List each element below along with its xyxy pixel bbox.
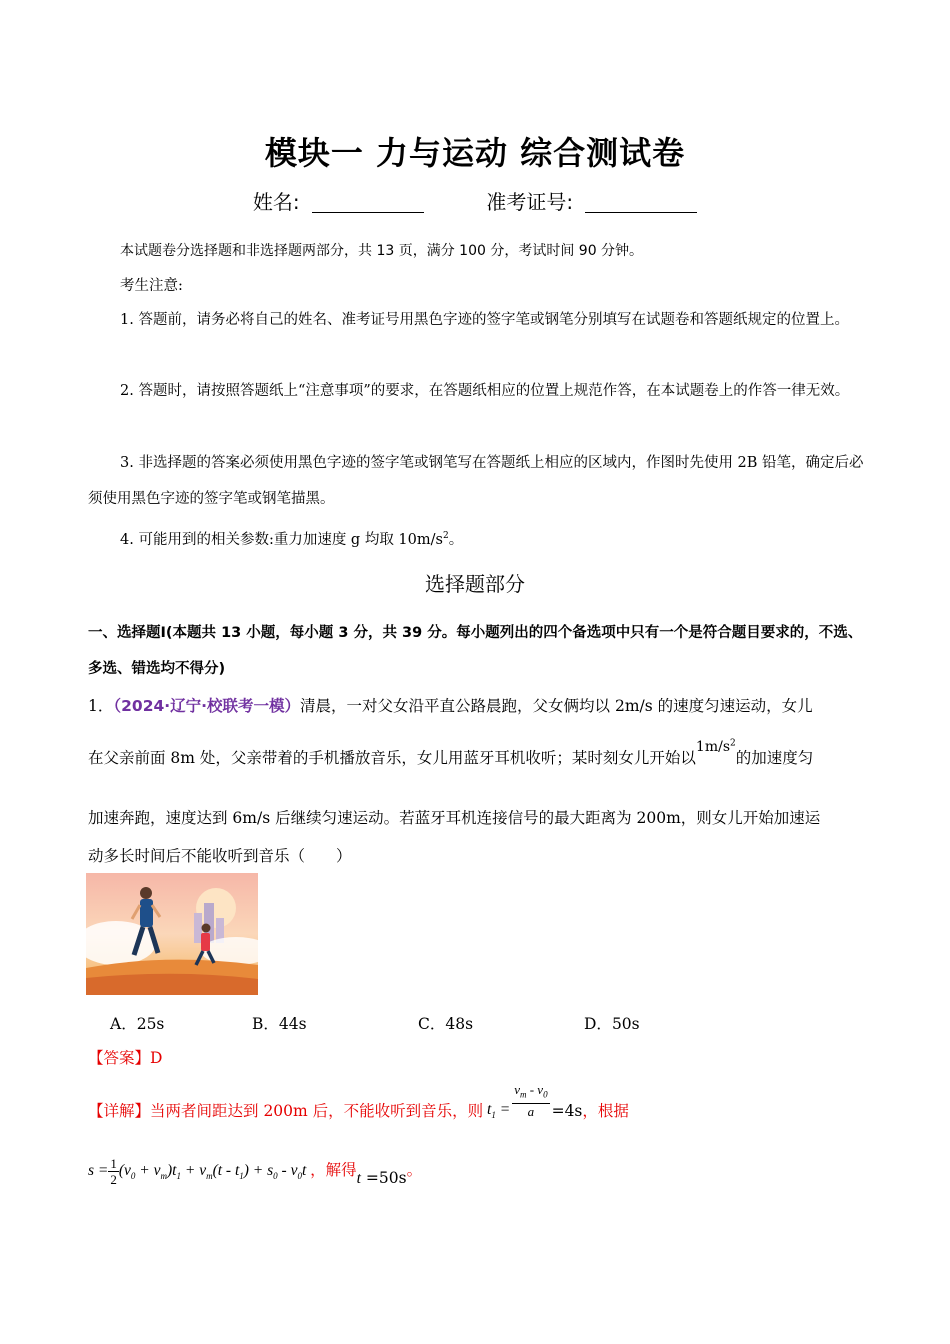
answer-line: 【答案】D: [88, 1049, 163, 1067]
question-line-2: 在父亲前面 8m 处，父亲带着的手机播放音乐，女儿用蓝牙耳机收听；某时刻女儿开始以$1m/s^2$的加速度匀: [88, 738, 814, 767]
id-blank[interactable]: [585, 192, 697, 213]
option-b[interactable]: B．44s: [252, 1015, 307, 1033]
notice-item-3: 3. 非选择题的答案必须使用黑色字迹的签字笔或钢笔写在答题纸上相应的区域内，作图时先使用 2B 铅笔，确定后必须使用黑色字迹的签字笔或钢笔描黑。: [88, 455, 864, 507]
question-source: （2024·辽宁·校联考一模）: [113, 697, 301, 715]
name-id-line: [0, 186, 950, 215]
question-line-4: 动多长时间后不能收听到音乐（ ）: [88, 847, 352, 865]
option-c[interactable]: C．48s: [418, 1015, 474, 1033]
option-d[interactable]: D．50s: [584, 1015, 640, 1033]
formula-t1: $t_1$ = $\frac{v_m - v_0}{a}$: [487, 1082, 548, 1120]
question-line-1: 1．（2024·辽宁·校联考一模）清晨，一对父女沿平直公路晨跑，父女俩均以 2m/s 的速度匀速运动，女儿: [88, 697, 813, 715]
notice-item-4: 4. 可能用到的相关参数:重力加速度 g 均取 $10m/s^2$。: [120, 531, 464, 548]
notice-label: 考生注意:: [120, 278, 183, 294]
detail-line-1: 【详解】当两者间距达到 200m 后，不能收听到音乐，则 $t_1$ = $\frac{v_m - v_0}{a}$ =4s，根据: [88, 1082, 629, 1120]
notice-item-2: 2. 答题时，请按照答题纸上“注意事项”的要求，在答题纸相应的位置上规范作答，在本试题卷上的作答一律无效。: [120, 383, 850, 399]
father-daughter-running-image: [86, 873, 258, 995]
detail-line-2: s = $\frac{1}{2}$ $(v_0 + v_m)t_1 + v_m(t - t_1) + s_0 - v_0t$ ，解得t =50s。: [88, 1156, 423, 1188]
formula-displacement: s = $\frac{1}{2}$ $(v_0 + v_m)t_1 + v_m(t - t_1) + s_0 - v_0t$: [88, 1156, 311, 1187]
part-heading: 一、选择题Ⅰ(本题共 13 小题，每小题 3 分，共 39 分。每小题列出的四个备选项中只有一个是符合题目要求的，不选、多选、错选均不得分): [88, 625, 863, 677]
running-illustration: [86, 873, 258, 995]
section-title: 选择题部分: [425, 572, 525, 596]
option-a[interactable]: A．25s: [110, 1015, 165, 1033]
name-blank[interactable]: [312, 192, 424, 213]
id-label: 准考证号:: [480, 190, 703, 214]
question-line-3: 加速奔跑，速度达到 6m/s 后继续匀速运动。若蓝牙耳机连接信号的最大距离为 200m，则女儿开始加速运: [88, 809, 821, 827]
notice-item-1: 1. 答题前，请务必将自己的姓名、准考证号用黑色字迹的签字笔或钢笔分别填写在试题卷和答题纸规定的位置上。: [120, 312, 849, 328]
name-label: 姓名:: [247, 190, 430, 214]
page-title: 模块一 力与运动 综合测试卷: [264, 134, 686, 172]
intro-line: 本试题卷分选择题和非选择题两部分，共 13 页，满分 100 分，考试时间 90 分钟。: [120, 243, 644, 259]
